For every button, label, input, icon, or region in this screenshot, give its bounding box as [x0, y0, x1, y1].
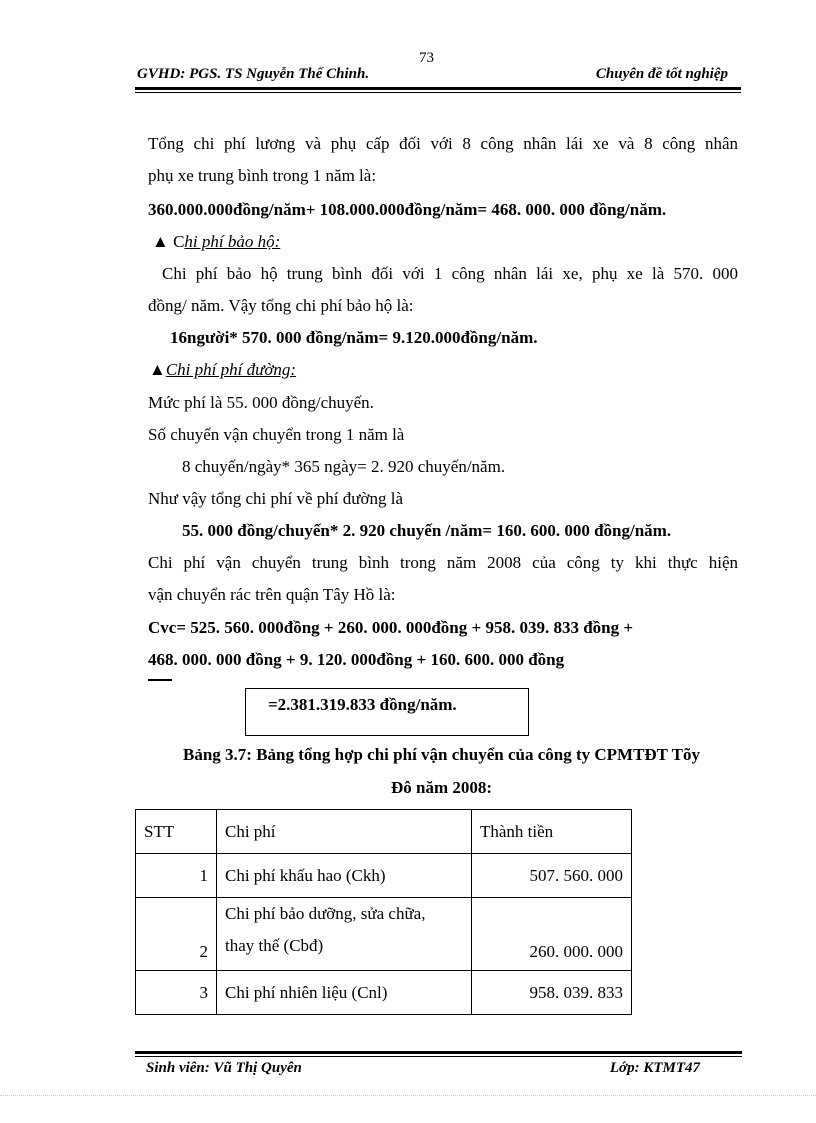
heading-protective-text: hi phí bảo hộ: [184, 232, 281, 251]
road-total-intro: Như vậy tổng chi phí về phí đường là [148, 489, 403, 508]
header-rule-thin [135, 92, 741, 93]
row-amount: 958. 039. 833 [472, 971, 632, 1015]
heading-road-fee [149, 359, 296, 381]
row-stt: 3 [136, 971, 217, 1015]
dash-mark [148, 679, 172, 681]
row-cost-item: Chi phí khấu hao (Ckh) [217, 854, 472, 898]
trips-intro: Số chuyến vận chuyển trong 1 năm là [148, 425, 405, 444]
cvc-formula-line2: 468. 000. 000 đồng + 9. 120. 000đồng + 160. 600. 000 đồng [148, 650, 565, 669]
page-number: 73 [419, 50, 434, 66]
row-cost-item-line1: Chi phí bảo dưỡng, sửa chữa, [225, 904, 426, 923]
row-cost-item-line2: thay thế (Cbđ) [225, 936, 324, 955]
triangle-bullet-icon: ▲ C [152, 232, 185, 251]
row-stt: 1 [136, 854, 217, 898]
header-stt: STT [136, 810, 217, 854]
row-stt: 2 [136, 898, 217, 971]
calc-road-total: 55. 000 đồng/chuyến* 2. 920 chuyến /năm= 160. 600. 000 đồng/năm. [182, 521, 672, 540]
cvc-result: =2.381.319.833 đồng/năm. [268, 695, 457, 714]
heading-road-text: Chi phí phí đường: [165, 360, 297, 379]
footer-class: Lớp: KTMT47 [609, 1060, 700, 1076]
page-edge-dotted [0, 1095, 816, 1097]
header-supervisor: GVHD: PGS. TS Nguyễn Thế Chinh. [137, 66, 370, 82]
table-header-row [136, 810, 632, 854]
table-row [136, 898, 632, 971]
table-row [136, 971, 632, 1015]
footer-student: Sinh viên: Vũ Thị Quyên [146, 1060, 302, 1076]
table-row [136, 854, 632, 898]
footer-rule-thin [135, 1056, 742, 1057]
footer-rule [135, 1051, 742, 1054]
paragraph-transport-line1: Chi phí vận chuyển trung bình trong năm 2008 của công ty khi thực hiện [148, 553, 738, 572]
row-cost-item: Chi phí nhiên liệu (Cnl) [217, 971, 472, 1015]
road-fee-rate: Mức phí là 55. 000 đồng/chuyến. [148, 393, 374, 412]
row-cost-item [217, 898, 472, 971]
row-amount: 260. 000. 000 [472, 898, 632, 971]
cvc-formula-line1: Cvc= 525. 560. 000đồng + 260. 000. 000đồng + 958. 039. 833 đồng + [148, 618, 634, 637]
cost-summary-table [135, 809, 632, 1015]
calc-protect-total: 16người* 570. 000 đồng/năm= 9.120.000đồng/năm. [170, 328, 538, 347]
paragraph-protect-line2: đồng/ năm. Vậy tổng chi phí bảo hộ là: [148, 296, 414, 315]
paragraph-transport-line2: vận chuyển rác trên quận Tây Hồ là: [148, 585, 396, 604]
header-rule [135, 87, 741, 90]
paragraph-wage-line1: Tổng chi phí lương và phụ cấp đối với 8 công nhân lái xe và 8 công nhân [148, 134, 738, 153]
header-doc-type: Chuyên đề tốt nghiệp [595, 66, 728, 82]
trips-calc: 8 chuyến/ngày* 365 ngày= 2. 920 chuyến/năm. [182, 457, 506, 476]
table-caption-line2: Đô năm 2008: [390, 778, 493, 797]
row-amount: 507. 560. 000 [472, 854, 632, 898]
triangle-bullet-icon: ▲ [149, 360, 166, 379]
heading-protective-cost [152, 231, 280, 253]
header-cost-item: Chi phí [217, 810, 472, 854]
paragraph-wage-line2: phụ xe trung bình trong 1 năm là: [148, 166, 377, 185]
calc-wage-total: 360.000.000đồng/năm+ 108.000.000đồng/năm= 468. 000. 000 đồng/năm. [148, 200, 667, 219]
header-amount: Thành tiền [472, 810, 632, 854]
paragraph-protect-line1: Chi phí bảo hộ trung bình đối với 1 công nhân lái xe, phụ xe là 570. 000 [162, 264, 738, 283]
table-caption-line1: Bảng 3.7: Bảng tổng hợp chi phí vận chuyển của công ty CPMTĐT Tõy [183, 745, 700, 764]
